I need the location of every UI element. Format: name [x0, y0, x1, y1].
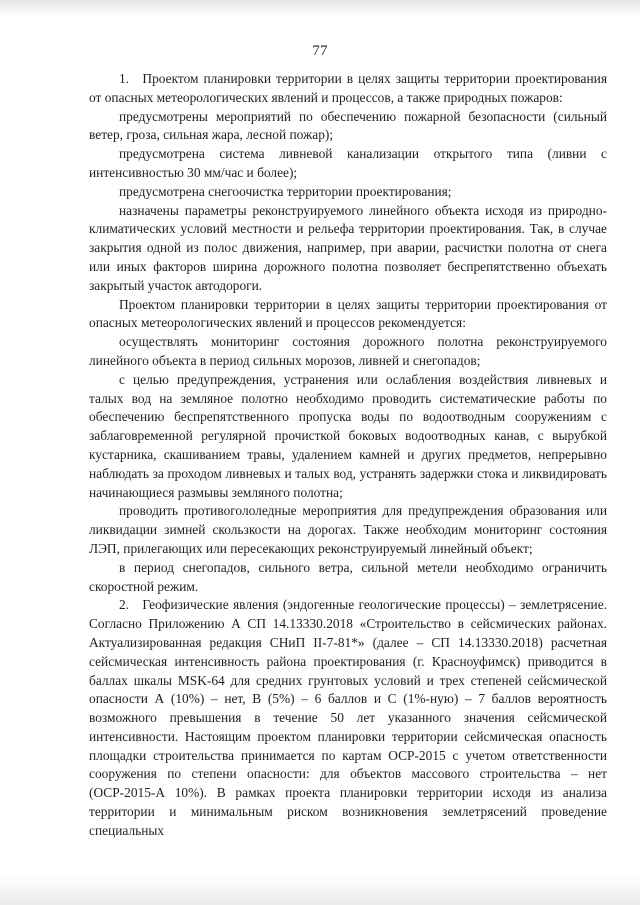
paragraph-section-2: 2. Геофизические явления (эндогенные геологические процессы) – землетрясение. Согласно Приложению А СП 14.13330.2018 «Строительство в сейсмических районах. Актуализированная редакция СНиП II-7-81*» (далее – СП 14.13330.2018) расчетная сейсмическая интенсивность района проектирования (г. Красноуфимск) приводится в баллах шкалы MSK-64 для средних грунтовых условий и трех степеней сейсмической опасности А (10%) – нет, В (5%) – 6 баллов и С (1%-ную) – 7 баллов вероятность возможного превышения в течение 50 лет указанного значения сейсмической интенсивности. Настоящим проектом планировки территории сейсмическая опасность площадки строительства принимается по картам ОСР-2015 с учетом ответственности сооружения по степени опасности: для объектов массового строительства – нет (ОСР-2015-А 10%). В рамках проекта планировки территории исходя из анализа территории и минимальным риском возникновения землетрясений проведение специальных [89, 597, 607, 838]
body-text [89, 70, 607, 841]
paragraph-snow-clearing: предусмотрена снегоочистка территории проектирования; [119, 183, 452, 199]
paragraph-monitoring: осуществлять мониторинг состояния дорожного полотна реконструируемого линейного объекта в период сильных морозов, ливней и снегопадов; [89, 334, 607, 368]
paragraph-speed-limit: в период снегопадов, сильного ветра, сильной метели необходимо ограничить скоростной режим. [89, 559, 607, 594]
paragraph-storm-drainage: предусмотрена система ливневой канализации открытого типа (ливни с интенсивностью 30 мм/час и более); [89, 146, 607, 180]
page-number: 77 [312, 43, 328, 59]
paragraph-fire-safety: предусмотрены мероприятий по обеспечению пожарной безопасности (сильный ветер, гроза, сильная жара, лесной пожар); [89, 108, 607, 143]
paragraph-water-works: с целью предупреждения, устранения или ослабления воздействия ливневых и талых вод на земляное полотно необходимо проводить систематические работы по обеспечению беспрепятственного пропуска воды по водоотводным сооружениям с заблаговременной регулярной прочисткой боковых водоотводных канав, с вырубкой кустарника, скашиванием травы, удалением камней и других предметов, непрерывно наблюдать за проходом ливневых и талых вод, устранять задержки стока и ликвидировать начинающиеся размывы земляного полотна; [89, 371, 607, 500]
paragraph-section-1: 1. Проектом планировки территории в целях защиты территории проектирования от опасных метеорологических явлений и процессов, а также природных пожаров: [89, 71, 607, 105]
paragraph-anti-ice: проводить противогололедные мероприятия для предупреждения образования или ликвидации зимней скользкости на дорогах. Также необходим мониторинг состояния ЛЭП, прилегающих или пересекающих реконструируемый линейный объект; [89, 503, 607, 556]
paragraph-recommendations: Проектом планировки территории в целях защиты территории проектирования от опасных метеорологических явлений и процессов рекомендуется: [89, 296, 607, 331]
paragraph-road-parameters: назначены параметры реконструируемого линейного объекта исходя из природно-климатических условий местности и рельефа территории проектирования. Так, в случае закрытия одной из полос движения, например, при аварии, расчистки полотна от снега или иных факторов ширина дорожного полотна позволяет беспрепятственно объехать закрытый участок автодороги. [89, 202, 607, 293]
scan-bottom-shadow [0, 875, 640, 905]
scan-top-shadow [0, 0, 640, 18]
